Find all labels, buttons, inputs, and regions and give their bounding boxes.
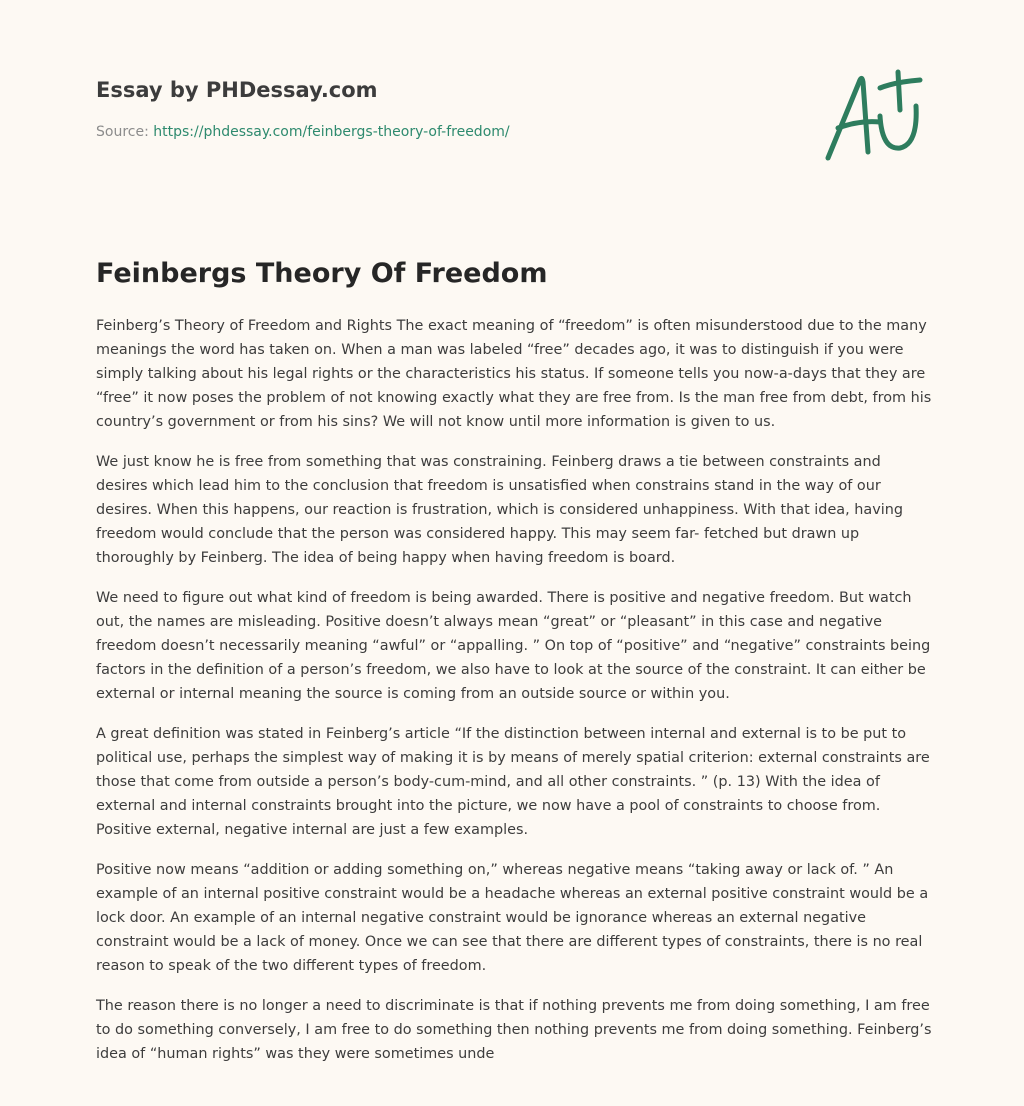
paragraph: The reason there is no longer a need to discriminate is that if nothing prevents me from doing something, I am free to do something conversely, I am free to do something then nothing prevents me from doing something. Feinberg’s idea of “human rights” was they were sometimes unde <box>96 998 932 1062</box>
paragraph: A great definition was stated in Feinberg’s article “If the distinction between internal and external is to be put to political use, perhaps the simplest way of making it is by means of merely spatial criterion: external constraints are those that come from outside a person’s body-cum-mind, and all other constraints. ” (p. 13) With the idea of external and internal constraints brought into the picture, we now have a pool of constraints to choose from. Positive external, negative internal are just a few examples. <box>96 726 930 838</box>
paragraph: Feinberg’s Theory of Freedom and Rights The exact meaning of “freedom” is often misunderstood due to the many meanings the word has taken on. When a man was labeled “free” decades ago, it was to distinguish if you were simply talking about his legal rights or the characteristics his status. If someone tells you now-a-days that they are “free” it now poses the problem of not knowing exactly what they are free from. Is the man free from debt, from his country’s government or from his sins? We will not know until more information is given to us. <box>96 318 932 430</box>
brand-title: Essay by PHDessay.com <box>96 78 378 102</box>
essay-title: Feinbergs Theory Of Freedom <box>96 258 548 289</box>
paragraph: We just know he is free from something that was constraining. Feinberg draws a tie between constraints and desires which lead him to the conclusion that freedom is unsatisfied when constrains stand in the way of our desires. When this happens, our reaction is frustration, which is considered unhappiness. With that idea, having freedom would conclude that the person was considered happy. This may seem far- fetched but drawn up thoroughly by Feinberg. The idea of being happy when having freedom is board. <box>96 454 903 566</box>
source-link[interactable]: https://phdessay.com/feinbergs-theory-of-freedom/ <box>153 124 510 140</box>
a-plus-logo-icon <box>820 66 930 166</box>
paragraph: We need to figure out what kind of freedom is being awarded. There is positive and negative freedom. But watch out, the names are misleading. Positive doesn’t always mean “great” or “pleasant” in this case and negative freedom doesn’t necessarily meaning “awful” or “appalling. ” On top of “positive” and “negative” constraints being factors in the definition of a person’s freedom, we also have to look at the source of the constraint. It can either be external or internal meaning the source is coming from an outside source or within you. <box>96 590 931 702</box>
essay-body <box>96 314 936 1082</box>
paragraph: Positive now means “addition or adding something on,” whereas negative means “taking away or lack of. ” An example of an internal positive constraint would be a headache whereas an external positive constraint would be a lock door. An example of an internal negative constraint would be ignorance whereas an external negative constraint would be a lack of money. Once we can see that there are different types of constraints, there is no real reason to speak of the two different types of freedom. <box>96 862 929 974</box>
document-header <box>96 76 796 142</box>
source-line <box>96 122 796 142</box>
source-label: Source: <box>96 124 149 140</box>
